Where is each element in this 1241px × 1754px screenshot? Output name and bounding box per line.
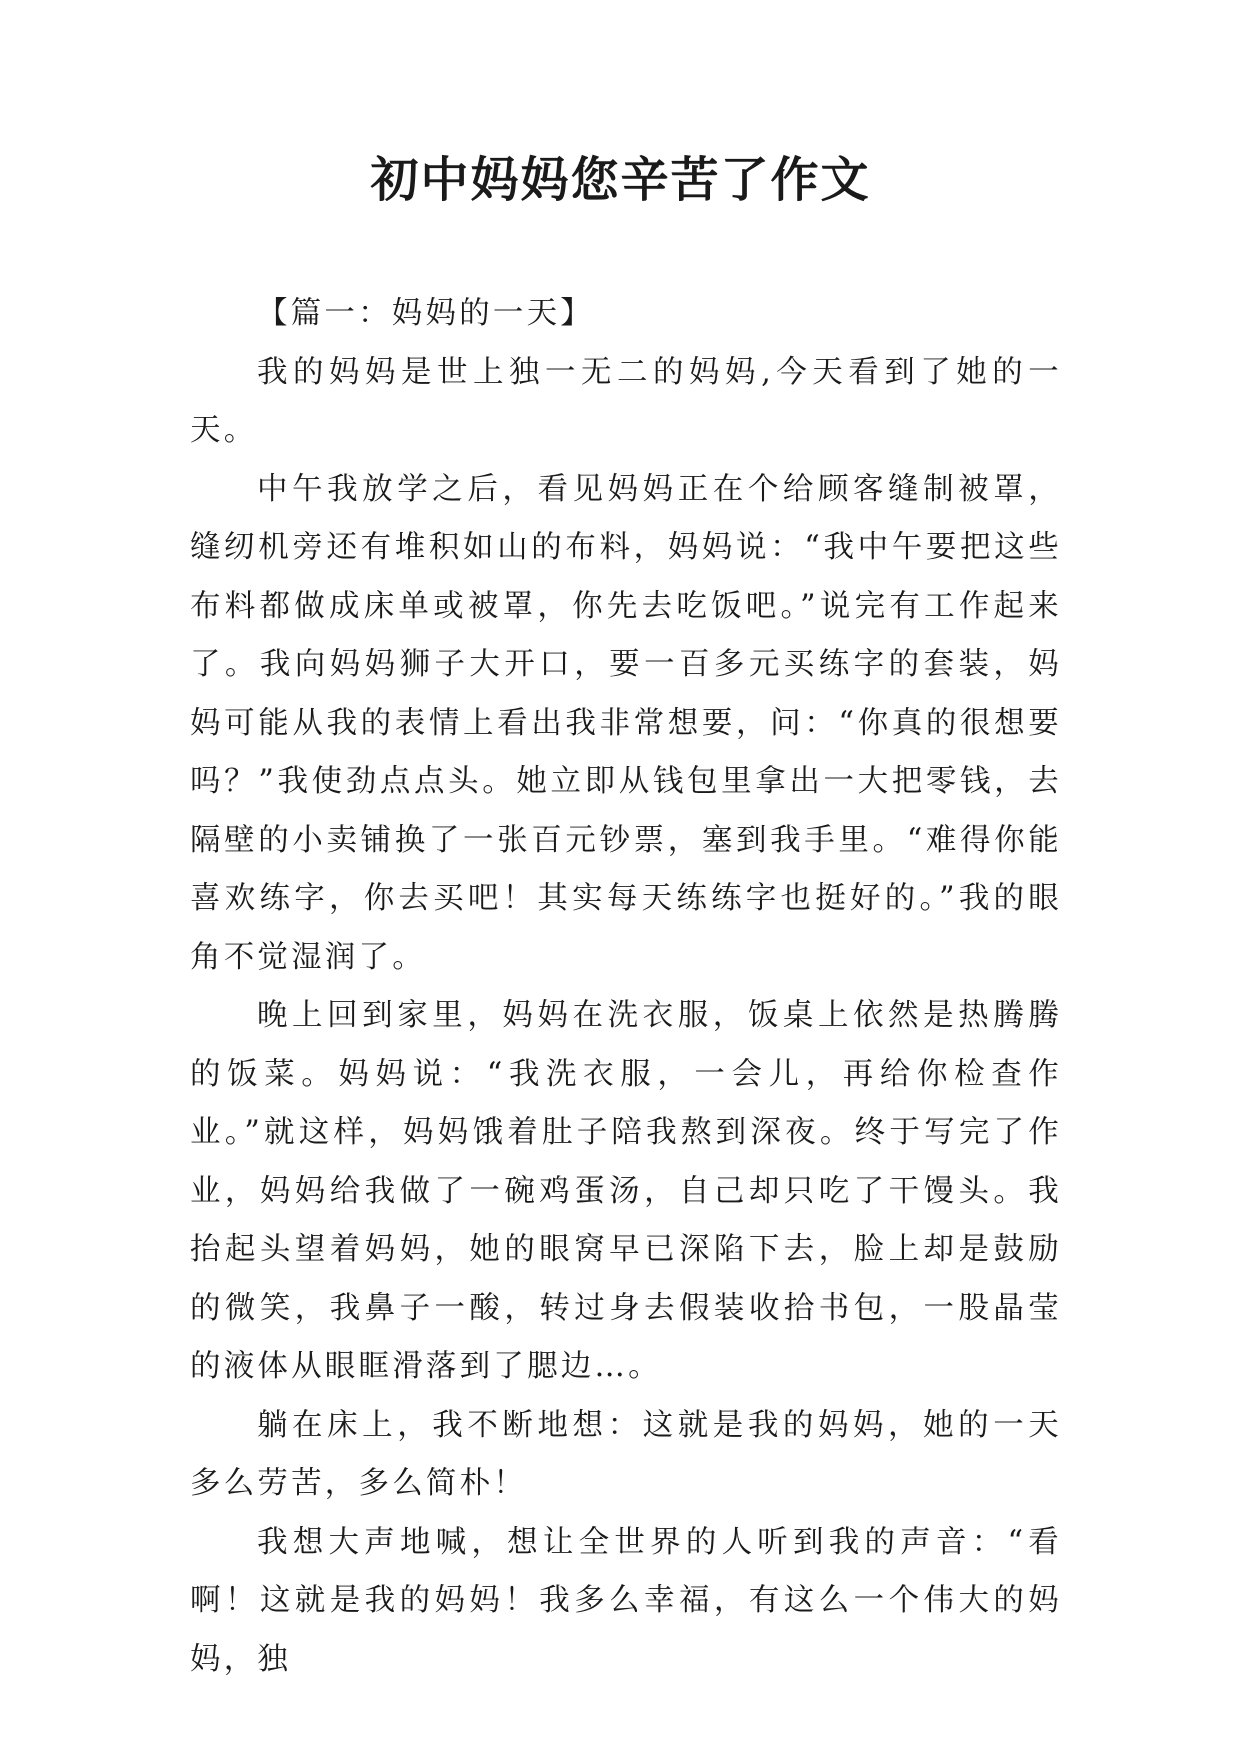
paragraph: 晚上回到家里，妈妈在洗衣服，饭桌上依然是热腾腾的饭菜。妈妈说：“我洗衣服，一会儿，再给你检查作业。”就这样，妈妈饿着肚子陪我熬到深夜。终于写完了作业，妈妈给我做了一碗鸡蛋汤，自己却只吃了干馒头。我抬起头望着妈妈，她的眼窝早已深陷下去，脸上却是鼓励的微笑，我鼻子一酸，转过身去假装收拾书包，一股晶莹的液体从眼眶滑落到了腮边…。 [190, 998, 1062, 1384]
paragraph: 我的妈妈是世上独一无二的妈妈,今天看到了她的一天。 [190, 354, 1062, 448]
paragraph: 我想大声地喊，想让全世界的人听到我的声音：“看啊！这就是我的妈妈！我多么幸福，有这么一个伟大的妈妈，独 [190, 1524, 1062, 1677]
document-title: 初中妈妈您辛苦了作文 [370, 152, 871, 208]
paragraph: 中午我放学之后，看见妈妈正在个给顾客缝制被罩，缝纫机旁还有堆积如山的布料，妈妈说：“我中午要把这些布料都做成床单或被罩，你先去吃饭吧。”说完有工作起来了。我向妈妈狮子大开口，要一百多元买练字的套装，妈妈可能从我的表情上看出我非常想要，问：“你真的很想要吗？”我使劲点点头。她立即从钱包里拿出一大把零钱，去隔壁的小卖铺换了一张百元钞票，塞到我手里。“难得你能喜欢练字，你去买吧！其实每天练练字也挺好的。”我的眼角不觉湿润了。 [190, 471, 1062, 975]
paragraph: 躺在床上，我不断地想：这就是我的妈妈，她的一天多么劳苦，多么简朴！ [190, 1407, 1062, 1501]
section-heading: 【篇一：妈妈的一天】 [257, 296, 594, 331]
document-body [190, 285, 1062, 1689]
